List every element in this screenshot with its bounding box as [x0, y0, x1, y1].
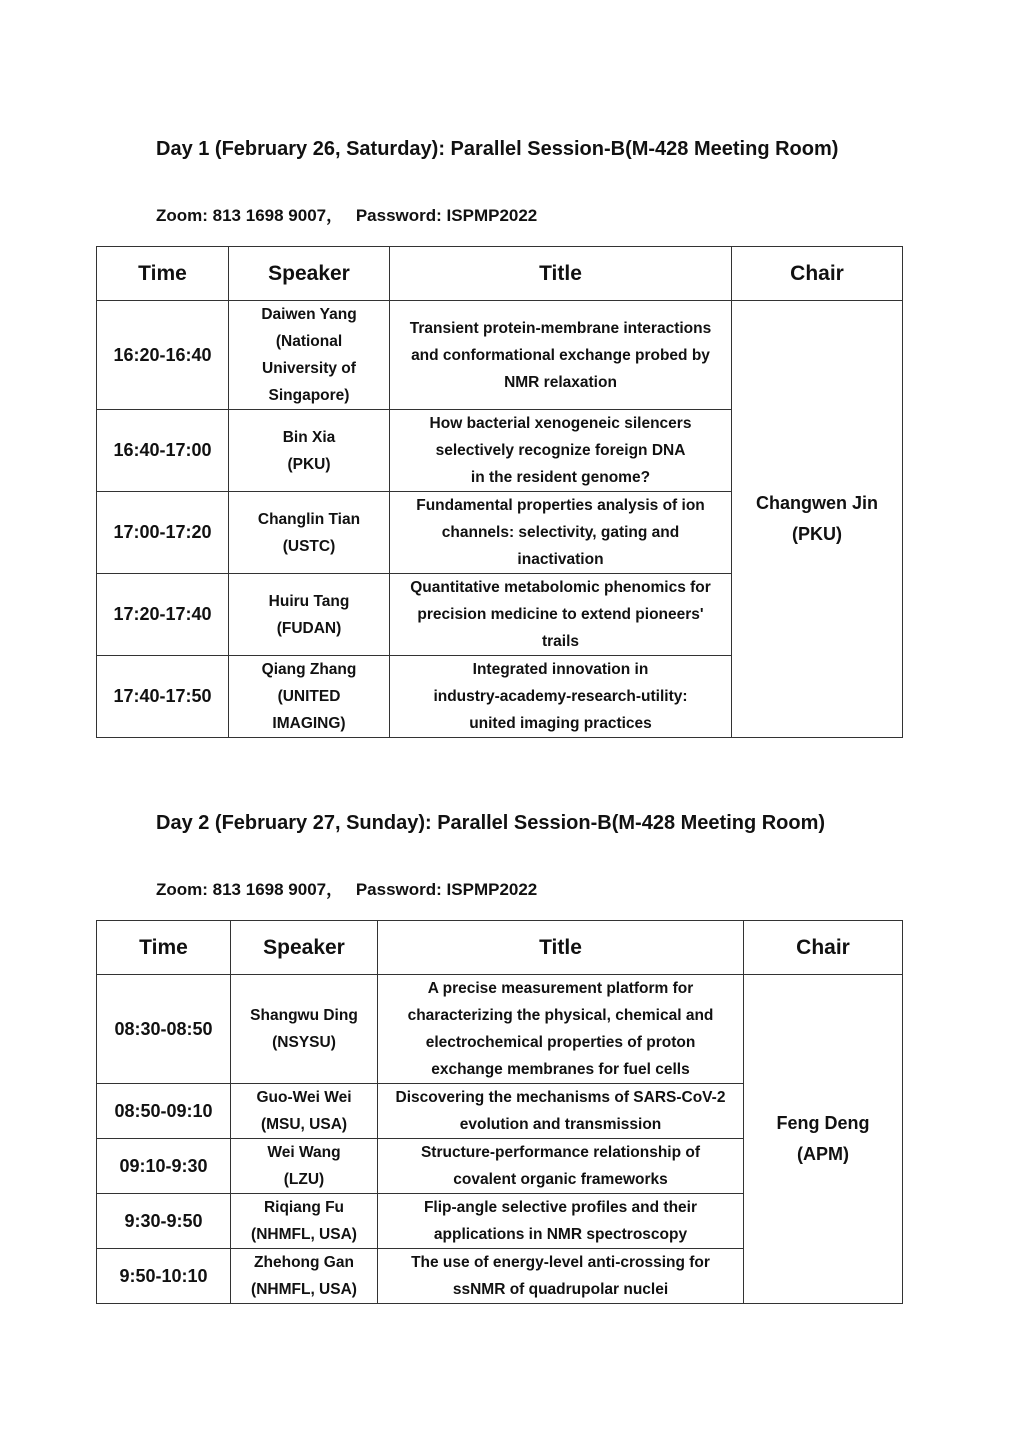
- talk-title-cell: [390, 656, 732, 738]
- talk-title-cell: [390, 574, 732, 656]
- day2-schedule-table: [96, 920, 903, 1304]
- table-row: [97, 301, 903, 410]
- chair-name: Feng Deng (APM): [776, 1113, 870, 1164]
- day1-heading: Day 1 (February 26, Saturday): Parallel Session-B(M-428 Meeting Room): [156, 138, 839, 160]
- talk-title-cell: [390, 492, 732, 574]
- talk-title: Quantitative metabolomic phenomics for precision medicine to extend pioneers' trails: [410, 579, 711, 650]
- session-time: 16:40-17:00: [97, 410, 229, 492]
- talk-title-cell: [378, 1139, 744, 1194]
- header-speaker: Speaker: [231, 921, 378, 975]
- speaker-name: Huiru Tang (FUDAN): [268, 592, 350, 637]
- table-header-row: [97, 247, 903, 301]
- session-time: 16:20-16:40: [97, 301, 229, 410]
- speaker-name: Qiang Zhang (UNITED IMAGING): [261, 661, 357, 732]
- speaker-cell: [229, 301, 390, 410]
- chair-cell: [732, 301, 903, 738]
- header-speaker: Speaker: [229, 247, 390, 301]
- speaker-cell: [231, 1084, 378, 1139]
- speaker-name: Daiwen Yang (National University of Singapore): [261, 306, 357, 404]
- talk-title: How bacterial xenogeneic silencers selectively recognize foreign DNA in the resident genome?: [429, 415, 692, 486]
- talk-title: Integrated innovation in industry-academy-research-utility: united imaging practices: [433, 661, 688, 732]
- speaker-name: Changlin Tian (USTC): [257, 510, 361, 555]
- speaker-name: Bin Xia (PKU): [282, 428, 336, 473]
- talk-title: The use of energy-level anti-crossing for ssNMR of quadrupolar nuclei: [411, 1254, 710, 1298]
- talk-title-cell: [378, 1249, 744, 1304]
- talk-title-cell: [378, 1194, 744, 1249]
- speaker-cell: [229, 492, 390, 574]
- header-chair: Chair: [744, 921, 903, 975]
- day1-zoom-id: Zoom: 813 1698 9007，: [156, 206, 344, 225]
- session-time: 17:00-17:20: [97, 492, 229, 574]
- talk-title: Fundamental properties analysis of ion channels: selectivity, gating and inactivation: [416, 497, 705, 568]
- speaker-name: Guo-Wei Wei (MSU, USA): [256, 1089, 352, 1133]
- session-time: 08:50-09:10: [97, 1084, 231, 1139]
- talk-title-cell: [378, 975, 744, 1084]
- speaker-cell: [231, 1249, 378, 1304]
- session-time: 9:50-10:10: [97, 1249, 231, 1304]
- day2-zoom-id: Zoom: 813 1698 9007，: [156, 880, 344, 899]
- talk-title: A precise measurement platform for characterizing the physical, chemical and electrochemical properties of proton exchange membranes for fuel cells: [407, 980, 714, 1078]
- speaker-cell: [229, 410, 390, 492]
- header-title: Title: [378, 921, 744, 975]
- speaker-cell: [231, 1194, 378, 1249]
- session-time: 17:20-17:40: [97, 574, 229, 656]
- speaker-name: Wei Wang (LZU): [267, 1144, 341, 1188]
- speaker-cell: [229, 574, 390, 656]
- table-header-row: [97, 921, 903, 975]
- chair-name: Changwen Jin (PKU): [755, 493, 878, 544]
- session-time: 09:10-9:30: [97, 1139, 231, 1194]
- header-chair: Chair: [732, 247, 903, 301]
- speaker-cell: [231, 975, 378, 1084]
- talk-title-cell: [390, 410, 732, 492]
- header-title: Title: [390, 247, 732, 301]
- speaker-name: Shangwu Ding (NSYSU): [250, 1007, 358, 1051]
- day1-password: Password: ISPMP2022: [355, 206, 538, 225]
- day2-heading: Day 2 (February 27, Sunday): Parallel Session-B(M-428 Meeting Room): [156, 812, 826, 834]
- day1-schedule-table: [96, 246, 903, 738]
- chair-cell: [744, 975, 903, 1304]
- table-row: [97, 975, 903, 1084]
- talk-title: Structure-performance relationship of covalent organic frameworks: [420, 1144, 701, 1188]
- talk-title-cell: [378, 1084, 744, 1139]
- session-time: 17:40-17:50: [97, 656, 229, 738]
- header-time: Time: [97, 247, 229, 301]
- day2-password: Password: ISPMP2022: [355, 880, 538, 899]
- speaker-name: Riqiang Fu (NHMFL, USA): [251, 1199, 357, 1243]
- day2-zoom-info: [156, 875, 545, 900]
- speaker-name: Zhehong Gan (NHMFL, USA): [251, 1254, 357, 1298]
- header-time: Time: [97, 921, 231, 975]
- session-time: 9:30-9:50: [97, 1194, 231, 1249]
- speaker-cell: [229, 656, 390, 738]
- talk-title: Flip-angle selective profiles and their applications in NMR spectroscopy: [423, 1199, 698, 1243]
- session-time: 08:30-08:50: [97, 975, 231, 1084]
- talk-title: Transient protein-membrane interactions and conformational exchange probed by NMR relaxation: [409, 319, 712, 391]
- talk-title-cell: [390, 301, 732, 410]
- speaker-cell: [231, 1139, 378, 1194]
- talk-title: Discovering the mechanisms of SARS-CoV-2 evolution and transmission: [395, 1089, 726, 1133]
- day1-zoom-info: [156, 201, 545, 226]
